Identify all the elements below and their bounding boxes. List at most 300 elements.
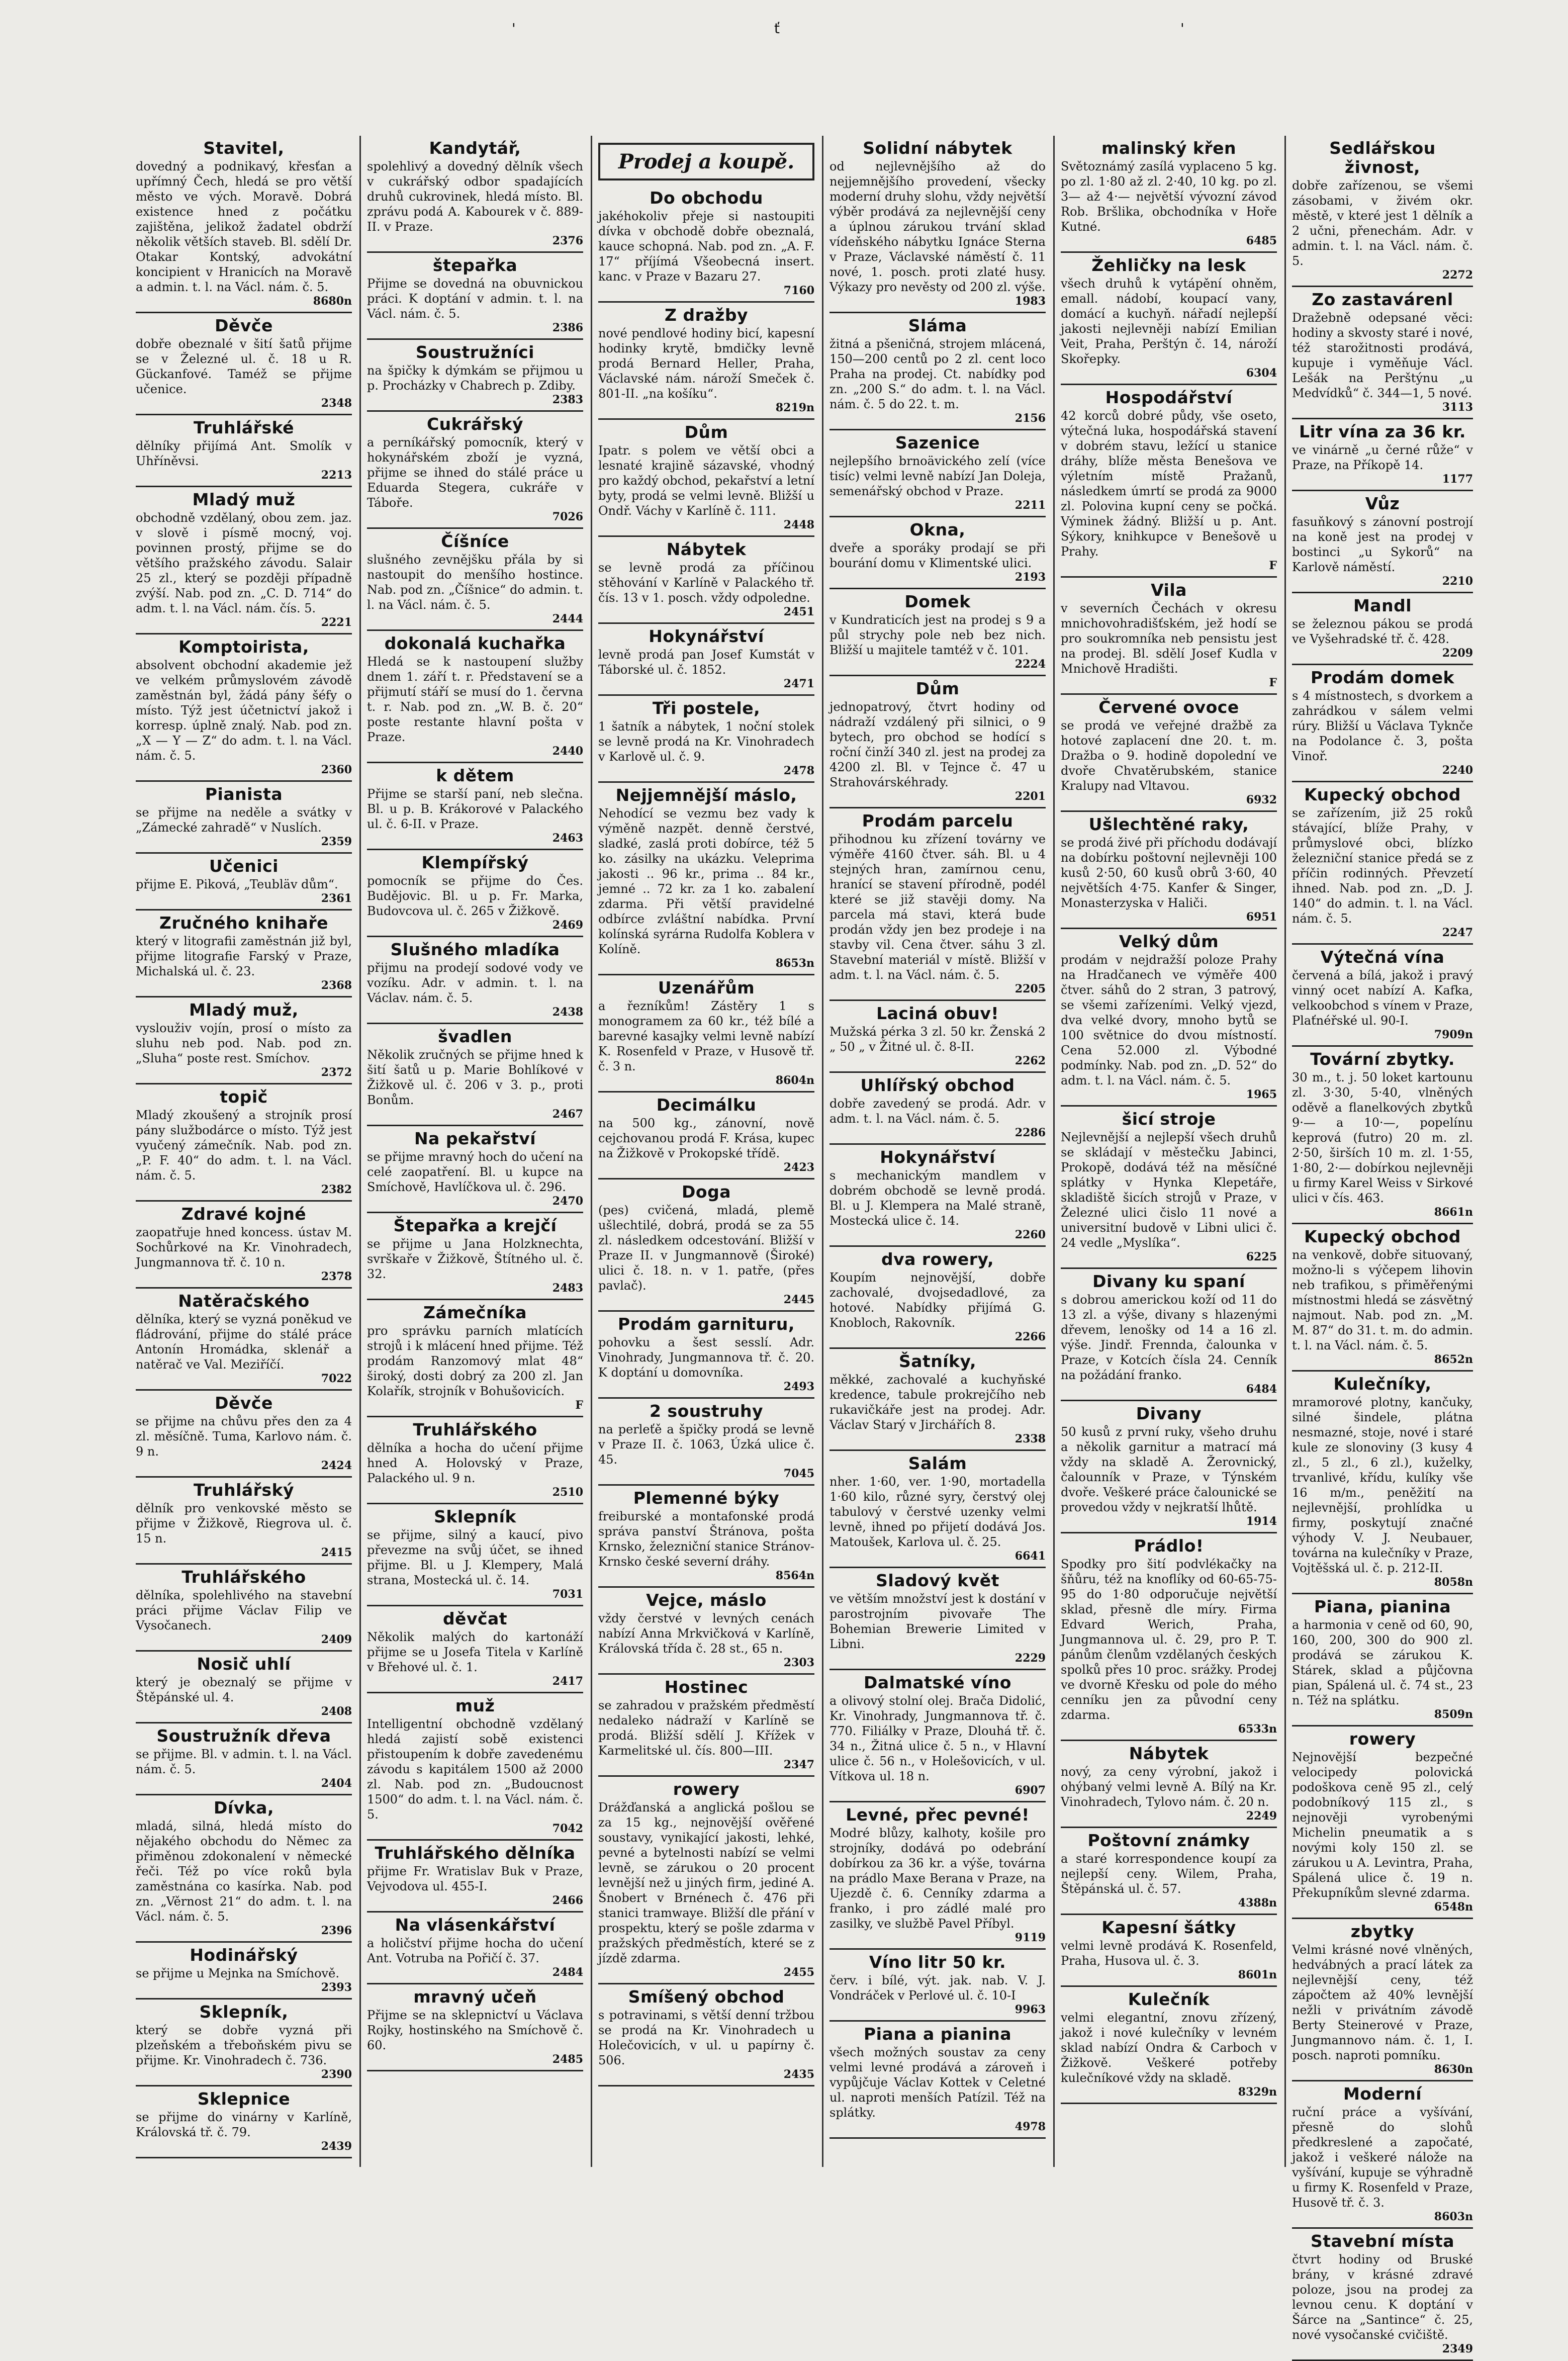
ad-code: 8604n [775, 1074, 814, 1087]
ad-code: 8219n [775, 401, 814, 414]
classified-ad [598, 1588, 814, 1675]
ad-code: 2260 [1014, 1228, 1046, 1241]
ad-body: nový, za ceny výrobní, jakož i ohýbaný velmi levně A. Bílý na Kr. Vinohradech, Tylovo nám. č. 20 n. [1061, 1765, 1277, 1809]
classified-ad [1292, 945, 1473, 1047]
ad-code: 7022 [321, 1372, 352, 1385]
ad-body: přijme E. Piková, „Teubläv dům“. [136, 877, 338, 891]
ad-code: 2439 [321, 2140, 352, 2153]
ad-body: 1 šatník a nábytek, 1 noční stolek se levně prodá na Kr. Vinohradech v Karlově ul. č. 9. [598, 719, 814, 764]
ad-code: 2382 [321, 1183, 352, 1196]
ad-body: a staré korrespondence koupí za nejlepší ceny. Wilem, Praha, Štěpánská ul. č. 57. [1061, 1852, 1277, 1896]
classified-ad [829, 1001, 1046, 1073]
classified-ad [136, 1289, 352, 1391]
ad-body: všech možných soustav za ceny velmi levné prodává a zároveň i vypůjčuje Václav Kottek v Celetné ul. naproti menších Patízil. Též na splátky. [829, 2045, 1046, 2120]
ad-body: Koupím nejnovější, dobře zachovalé, dvojsedadlové, za hotové. Nabídky přijímá G. Knobloch, Rakovník. [829, 1270, 1046, 1330]
ad-body: čtvrt hodiny od Bruské brány, v krásné zdravé poloze, jsou na prodej za levnou cenu. K doptání v Šárce na „Santince“ č. 25, nové vysočanské cvičiště. [1292, 2252, 1473, 2342]
ad-headline: Hostinec [664, 1677, 749, 1697]
classified-ad [1292, 1047, 1473, 1224]
classified-ad [598, 1179, 814, 1312]
ad-body: který je obeznalý se přijme v Štěpánské ul. 4. [136, 1675, 352, 1704]
ad-body: jakéhokoliv přeje si nastoupiti dívka v obchodě dobře obeznalá, kauce schopná. Nab. pod zn. „A. F. 17“ příjímá Všeobecná insert. kanc. v Praze v Bazaru 27. [598, 209, 814, 284]
classified-ad [1292, 1372, 1473, 1594]
ad-body: se levně prodá za příčinou stěhování v Karlíně v Palackého tř. čís. 13 v 1. posch. vždy odpoledne. [598, 561, 814, 605]
ad-code: 2485 [552, 2053, 583, 2066]
ad-code: 2404 [321, 1777, 352, 1790]
ad-headline: Sláma [908, 316, 967, 335]
ad-body: 42 korců dobré půdy, vše oseto, výtečná luka, hospodářská stavení v dobrém stavu, ležící u stanice dráhy, blíže města Benešova ve výletním místě Pražanů, následkem úmrtí se prodá za 9000 zl. Polovina kupní ceny se počká. Výminek žádný. Bližší u p. Ant. Sýkory, knihkupce v Benešově u Prahy. [1061, 409, 1277, 559]
ad-code: 2424 [321, 1459, 352, 1472]
ad-body: dobře obeznalé v šití šatů přijme se v Železné ul. č. 18 u R. Gückanfové. Taméž se přijme učenice. [136, 337, 352, 396]
ad-headline: Výtečná vína [1320, 947, 1445, 967]
classified-ad [367, 253, 583, 340]
ad-body: jednopatrový, čtvrt hodiny od nádraží vzdálený při silnici, o 9 bytech, pro obchod se hodící s roční činží 340 zl. jest na prodej za 4200 zl. Bl. v Tejnce č. 47 u Strahovárskéhrady. [829, 700, 1046, 789]
classified-ad [1061, 1987, 1277, 2104]
classified-ad [367, 1841, 583, 1913]
ad-body: se přijme na neděle a svátky v „Zámecké zahradě“ v Nuslích. [136, 805, 352, 835]
classified-ad [136, 1943, 352, 2000]
ad-headline: k dětem [436, 766, 514, 785]
classified-ad [1292, 2229, 1473, 2361]
classified-ad [829, 1451, 1046, 1568]
ad-code: 2483 [552, 1282, 583, 1295]
ad-code: 2229 [1014, 1652, 1046, 1665]
ad-body: pro správku parních mlatících strojů i k mlácení hned přijme. Též prodám Ranzomový mlat 48“ široký, dosti dobrý za 200 zl. Jan Kolařík, strojník v Bohušovicích. [367, 1324, 583, 1398]
ad-headline: Klempířský [421, 853, 529, 872]
ad-headline: Ušlechtěné raky, [1088, 814, 1249, 834]
ad-headline: Nábytek [666, 539, 747, 559]
ad-body: se zařízením, již 25 roků stávající, blíže Prahy, v průmyslové obci, blízko železniční stanice předá se z příčin rodinných. Převzetí ihned. Nab. pod zn. „D. J. 140“ do admin. t. l. na Václ. nám. č. 5. [1292, 806, 1473, 926]
ad-body: s 4 místnostech, s dvorkem a zahrádkou v sálem velmi rúry. Bližší u Václava Tyknče na Podolance č. 3, pošta Vinoř. [1292, 689, 1473, 763]
ad-body: a řezníkům! Zástěry 1 s monogramem za 60 kr., též bílé a barevné kasajky velmi levně nabízí K. Rosenfeld v Praze, v Husově tř. č. 3 n. [598, 999, 814, 1073]
ad-body: pohovku a šest sesslí. Adr. Vinohrady, Jungmannova tř. č. 20. K doptání u domovníka. [598, 1335, 814, 1380]
ad-code: 2393 [321, 1981, 352, 1994]
ad-code: 9963 [1014, 2003, 1046, 2016]
column-4 [829, 136, 1046, 2172]
classified-ad [829, 808, 1046, 1001]
ad-body: Mladý zkoušený a strojník prosí pány službodárce o místo. Týž jest vyučený zámečník. Nab. pod zn. „P. F. 40“ do adm. t. l. na Václ. nám. č. 5. [136, 1108, 352, 1183]
classified-ad [829, 1950, 1046, 2022]
ad-headline: Dívka, [214, 1798, 274, 1818]
ad-headline: Divany ku spaní [1092, 1272, 1245, 1291]
ad-headline: Zdravé kojné [181, 1204, 307, 1224]
ad-body: a perníkářský pomocník, který v hokynářském zboží je vyzná, přijme se ihned do stálé práce u Eduarda Stegera, cukráře v Táboře. [367, 435, 583, 510]
ad-body: Ipatr. s polem ve větší obci a lesnaté krajině sázavské, vhodný pro každý obchod, pekařství a letní byty, prodá se velmi levně. Bližší u Ondř. Váchy v Karlíně č. 111. [598, 443, 814, 518]
classified-ad [829, 517, 1046, 589]
ad-code: 2249 [1246, 1809, 1277, 1823]
ad-headline: Sklepnice [197, 2089, 291, 2109]
classified-ad [598, 1312, 814, 1399]
classified-ad [136, 1795, 352, 1943]
ad-code: 2390 [321, 2068, 352, 2081]
ad-code: 2466 [552, 1894, 583, 1907]
ad-body: dělník pro venkovské město se přijme v Žižkově, Riegrova ul. č. 15 n. [136, 1501, 352, 1546]
column-6 [1292, 136, 1473, 2355]
ad-body: Přijme se starší paní, neb slečna. Bl. u p. B. Krákorové v Palackého ul. č. 6-II. v Praze. [367, 787, 583, 831]
ad-body: Intelligentní obchodně vzdělaný hledá zajistí sobě existenci přistoupením k dobře zavedenému závodu s kapitálem 1500 až 2000 zl. Nab. pod zn. „Budoucnost 1500“ do adm. t. l. na Václ. nám. č. 5. [367, 1717, 583, 1822]
classified-ad [1292, 1919, 1473, 2081]
ad-code: 2221 [321, 616, 352, 629]
ad-code: 8509n [1434, 1708, 1473, 1721]
classified-ad [1061, 1269, 1277, 1401]
ad-headline: Okna, [909, 520, 966, 539]
ad-code: 8680n [313, 295, 352, 308]
ad-headline: rowery [1349, 1729, 1416, 1749]
ad-body: Drážďanská a anglická pošlou se za 15 kg., nejnovější ověřené soustavy, vynikající jakosti, lehké, pevné a bytelnosti nabízí se velmi levně, se zárukou o 20 procent levnější než u jiných firm, jediné A. Šnobert v Brnénech č. 476 při stanici tramwaye. Bližší dle přání v prospektu, který se pošle zdarma v pražských předměstích, které se z jízdě zdarma. [598, 1800, 814, 1965]
ad-code: F [575, 1399, 583, 1412]
classified-ad [598, 1399, 814, 1486]
classified-ad [829, 313, 1046, 430]
ad-code: 6548n [1434, 1900, 1473, 1914]
ad-code: 2193 [1014, 571, 1046, 584]
ad-headline: Zámečníka [423, 1303, 527, 1322]
ad-body: Světoznámý zasílá vyplaceno 5 kg. po zl. 1·80 až zl. 2·40, 10 kg. po zl. 3— až 4·— největší vývozní závod Rob. Bršlika, obchodníka v Hoře Kutné. [1061, 159, 1277, 234]
ad-code: 2240 [1442, 764, 1473, 777]
ad-code: 6951 [1246, 911, 1277, 924]
column-rule-1 [359, 136, 361, 2167]
ad-code: 6932 [1246, 793, 1277, 806]
ad-body: ruční práce a vyšívání, přesně do slohů předkreslené a započaté, jakož i veškeré nálože na vyšívání, kupuje se výhradně u firmy K. Rosenfeld v Praze, Husově tř. č. 3. [1292, 2105, 1473, 2210]
ad-headline: Prodám parcelu [862, 811, 1013, 831]
ad-code: 2445 [783, 1293, 814, 1306]
ad-headline: Mandl [1353, 596, 1412, 615]
classified-ad [367, 1606, 583, 1693]
ad-headline: Truhlářského [181, 1567, 306, 1587]
ad-body: na špičky k dýmkám se přijmou u p. Procházky v Chabrech p. Zdiby. [367, 364, 583, 393]
classified-ad [1292, 491, 1473, 593]
classified-ad [136, 1202, 352, 1289]
section-heading: Prodej a koupě. [598, 143, 814, 180]
ad-code: 2440 [552, 745, 583, 758]
ad-code: 2349 [1442, 2342, 1473, 2355]
ad-code: 2423 [783, 1161, 814, 1174]
classified-ad [829, 589, 1046, 676]
ad-code: 3113 [1442, 401, 1473, 414]
classified-ad [367, 850, 583, 937]
ad-body: vždy čerstvé v levných cenách nabízí Anna Mrkvičková v Karlíně, Královská třída č. 28 st., 65 n. [598, 1611, 814, 1656]
ad-body: přijmu na prodejí sodové vody ve vozíku. Adr. v admin. t. l. na Václav. nám. č. 5. [367, 961, 583, 1005]
ad-body: prodám v nejdražší poloze Prahy na Hradčanech ve výměře 400 čtver. sáhů do 2 stran, 3 patrový, se všemi zařízeními. Velký vjezd, dva velké dvory, mnoho bytů se 100 světnice do dvou místností. Cena 52.000 zl. Výbodné podmínky. Nab. pod zn. „D. 52“ do adm. t. l. na Václ. nám. č. 5. [1061, 953, 1277, 1087]
ad-headline: Nejjemnější máslo, [615, 785, 797, 805]
classified-ad [829, 1073, 1046, 1145]
ad-code: 8058n [1434, 1576, 1473, 1589]
ad-headline: Uhlířský obchod [860, 1075, 1015, 1095]
ad-headline: Děvče [215, 316, 273, 335]
ad-code: 6225 [1246, 1250, 1277, 1263]
ad-code: 8630n [1434, 2063, 1473, 2076]
ad-body: se přijme do vinárny v Karlíně, Královská tř. č. 79. [136, 2110, 352, 2139]
classified-ad [1292, 1594, 1473, 1727]
ad-headline: Komptoirista, [178, 637, 309, 657]
ad-body: zaopatřuje hned koncess. ústav M. Sochůrkové na Kr. Vinohradech, Jungmannova tř. č. 10 n. [136, 1225, 352, 1269]
ad-code: 2415 [321, 1546, 352, 1559]
ad-headline: Prodám garnituru, [618, 1314, 795, 1334]
ad-body: se přijme na chůvu přes den za 4 zl. měsíčně. Tuma, Karlovo nám. č. 9 n. [136, 1414, 352, 1459]
ad-headline: Velký dům [1119, 932, 1219, 951]
ad-headline: Zo zastavárenl [1312, 290, 1453, 309]
ad-body: přihodnou ku zřízení továrny ve výměře 4160 čtver. sáh. Bl. u 4 stejných hran, zamírnou cenu, hranící se stavení přírodně, podél které se již stavěji domy. Na parcela má stavi, která bude prodán vždy jen bez prodeje i na stavby vil. Cena čtver. sáhu 3 zl. Stavební materiál v místě. Bližší v adm. t. l. na Václ. nám. č. 5. [829, 832, 1046, 982]
classified-ad [829, 2022, 1046, 2139]
classified-ad [1292, 136, 1473, 287]
top-mark-right: ' [1180, 20, 1184, 37]
ad-code: 2451 [783, 605, 814, 618]
ad-code: 6641 [1014, 1550, 1046, 1563]
classified-ad [1292, 1224, 1473, 1372]
ad-code: 2266 [1014, 1330, 1046, 1343]
ad-body: červená a bílá, jakož i pravý vinný ocet nabízí A. Kafka, velkoobchod s vínem v Praze, Plaťnéřské ul. 90-I. [1292, 968, 1473, 1028]
classified-ad [1061, 812, 1277, 929]
ad-headline: Nosič uhlí [197, 1654, 291, 1674]
ad-body: nejlepšího brnoävického zelí (více tisíc) velmi levně nabízí Jan Doleja, semenářský obchod v Praze. [829, 454, 1046, 498]
ad-headline: Kupecký obchod [1304, 1227, 1461, 1246]
ad-body: Nejlevnější a nejlepší všech druhů se skládají v městečku Jabinci, Prokopě, dodává též na měsíčné splátky v Hynka Klepetáře, skladiště šicích strojů v Praze, v Železné ulici čislo 11 nové a universitní budově v Libni ulici č. 24 vedle „Myslíka“. [1061, 1130, 1277, 1250]
ad-code: 2209 [1442, 647, 1473, 660]
ad-body: se přijme u Mejnka na Smíchově. [136, 1966, 339, 1980]
ad-headline: Sedlářskou živnost, [1329, 138, 1436, 177]
ad-headline: Piana a pianina [863, 2024, 1012, 2044]
ad-code: 2156 [1014, 412, 1046, 425]
classified-ad [1061, 136, 1277, 253]
ad-code: 8661n [1434, 1206, 1473, 1219]
ad-headline: Sklepník, [199, 2002, 289, 2022]
ad-headline: Z dražby [665, 305, 748, 325]
ad-code: 2463 [552, 832, 583, 845]
ad-body: spolehlivý a dovedný dělník všech v cukrářský odbor spadajících druhů cukrovinek, hledá místo. Bl. zprávu podá A. Kabourek v č. 889-II. v Praze. [367, 159, 583, 234]
classified-ad [598, 1675, 814, 1777]
ad-body: všech druhů k vytápění ohněm, emall. nádobí, koupací vany, domácí a kuchyň. nářadí nejlepší jakosti nejlevněji nabízí Emilian Veit, Praha, Perštýn č. 14, nároží Skořepky. [1061, 277, 1277, 366]
ad-body: se přijme, silný a kaucí, pivo převezme na svůj účet, se ihned přijme. Bl. u J. Klempery, Malá strana, Mostecká ul. č. 14. [367, 1528, 583, 1587]
classified-ad [1061, 1741, 1277, 1828]
classified-ad [136, 2000, 352, 2086]
ad-code: 2272 [1442, 268, 1473, 282]
column-1 [136, 136, 352, 2172]
ad-headline: Vila [1151, 580, 1187, 600]
ad-headline: Červené ovoce [1098, 697, 1239, 717]
ad-body: Nejnovější bezpečné velocipedy polovická podoškova ceně 95 zl., celý podobníkový 115 zl., s nejnověji vyrobenými Michelin pneumatik a s novými koly 150 zl. se zárukou u A. Levintra, Praha, Spálená ulice č. 19 n. Překupníkům slevné zdarma. [1292, 1750, 1473, 1900]
classified-ad [1292, 782, 1473, 945]
classified-ad [1061, 1915, 1277, 1987]
ad-headline: Na vlásenkářství [395, 1915, 556, 1935]
ad-headline: Salám [908, 1454, 967, 1473]
ad-body: s potravinami, s větší denní tržbou se prodá na Kr. Vinohradech u Holečovicích, v ul. u papírny č. 506. [598, 2008, 814, 2067]
classified-ad [598, 1984, 814, 2086]
ad-code: 2210 [1442, 575, 1473, 588]
classified-ad [367, 529, 583, 631]
ad-body: se prodá ve veřejné dražbě za hotové zaplacení dne 20. t. m. Dražba o 9. hodině dopolední ve dvoře Chvatěrubském, stanice Kralupy nad Vltavou. [1061, 718, 1277, 793]
ad-code: 2368 [321, 979, 352, 992]
ad-headline: Kulečník [1128, 1989, 1210, 2009]
ad-body: Nehodící se vezmu bez vady k výměně nazpět. denně čerstvé, sladké, zaslá proti dobírce, též 5 ko. zásilky na ukázku. Veleprima jakosti .. 96 kr., prima .. 84 kr., jemné .. 72 kr. za 1 ko. zabalení zdarma. Při větší pravidelné odbírce zvláštní nabídka. První kolínská syrárna Rudolfa Koblera v Kolíně. [598, 806, 814, 956]
ad-headline: zbytky [1350, 1922, 1415, 1941]
ad-body: který se dobře vyzná při plzeňském a třeboňském pivu se přijme. Kr. Vinohradech č. 736. [136, 2023, 352, 2067]
column-5 [1061, 136, 1277, 2172]
ad-body: dělníky přijímá Ant. Smolík v Uhříněvsi. [136, 439, 352, 468]
ad-code: 2211 [1014, 499, 1046, 512]
ad-code: 2378 [321, 1270, 352, 1283]
classified-ad [598, 303, 814, 420]
ad-body: v severních Čechách v okresu mnichovohradišťském, jež hodí se pro soukromníka neb pensistu jest na prodej. Bl. sdělí Josef Kudla v Mnichově Hradišti. [1061, 601, 1277, 676]
ad-headline: Piana, pianina [1314, 1597, 1451, 1616]
ad-headline: Soustružníci [415, 342, 534, 362]
ad-code: 2247 [1442, 926, 1473, 939]
ad-body: se přijme u Jana Holzknechta, svrškaře v Žižkově, Štítného ul. č. 32. [367, 1237, 583, 1281]
ad-body: Mužská pérka 3 zl. 50 kr. Ženská 2 „ 50 „ v Žitné ul. č. 8-II. [829, 1025, 1046, 1054]
ad-code: 6304 [1246, 367, 1277, 380]
ad-code: F [1269, 676, 1277, 689]
ad-body: Několik zručných se přijme hned k šití šatů u p. Marie Bohlíkové v Žižkově ul. č. 206 v 3. p., proti Bonům. [367, 1048, 583, 1107]
ad-code: 2396 [321, 1924, 352, 1937]
ad-headline: Hokynářství [880, 1147, 995, 1167]
ad-headline: švadlen [438, 1027, 512, 1046]
ad-code: 6484 [1246, 1383, 1277, 1396]
ad-headline: Děvče [215, 1393, 273, 1413]
classified-ad [1061, 1107, 1277, 1269]
classified-ad [1061, 578, 1277, 695]
column-3 [598, 136, 814, 2172]
ad-headline: Laciná obuv! [876, 1004, 999, 1023]
ad-body: měkké, zachovalé a kuchyňské kredence, tabule prokrejčího neb rukavičkáře jest na prodej. Adr. Václav Starý v Jirchářích 8. [829, 1373, 1046, 1432]
ad-code: 2359 [321, 835, 352, 848]
classified-ad [1292, 287, 1473, 419]
ad-headline: Tovární zbytky. [1310, 1049, 1455, 1069]
ad-body: Přijme se na sklepnictví u Václava Rojky, hostinského na Smíchově č. 60. [367, 2008, 583, 2052]
ad-code: 8329n [1238, 2085, 1277, 2099]
ad-headline: Moderní [1343, 2084, 1422, 2104]
classified-ad [1061, 929, 1277, 1107]
column-rule-5 [1284, 136, 1286, 2167]
classified-ad [136, 1084, 352, 1202]
ad-body: Dražebně odepsané věci: hodiny a skvosty staré i nové, též starožitnosti prodává, kupuje i vyměňuje Václ. Lešák na Perštýnu „u Medvídků“ č. 344—1, 5 nové. [1292, 311, 1473, 400]
classified-ad [367, 631, 583, 763]
ad-body: ve větším množství jest k dostání v parostrojním pivovaře The Bohemian Brewerie Limited v Libni. [829, 1592, 1046, 1651]
classified-ad [829, 676, 1046, 808]
classified-ad [136, 487, 352, 634]
classified-ad [136, 2086, 352, 2158]
ad-headline: Štepařka a krejčí [393, 1216, 557, 1235]
classified-ad [136, 1478, 352, 1565]
ad-body: Přijme se dovedná na obuvnickou práci. K doptání v admin. t. l. na Václ. nám. č. 5. [367, 277, 583, 321]
classified-ad [598, 975, 814, 1093]
ad-body: Hledá se k nastoupení služby dnem 1. září t. r. Představení se a přijmutí stáří se musí do 1. června t. r. Nab. pod zn. „W. B. č. 20“ poste restante hlavní pošta v Praze. [367, 655, 583, 744]
ad-headline: Truhlářské [193, 418, 295, 437]
ad-headline: Hodinářský [190, 1945, 298, 1965]
ad-headline: Dům [915, 679, 960, 698]
ad-code: 2471 [783, 677, 814, 690]
ad-body: dveře a sporáky prodají se při bourání domu v Klimentské ulici. [829, 541, 1046, 570]
ad-code: 2455 [783, 1966, 814, 1979]
ad-body: na venkově, dobře situovaný, možno-li s výčepem lihovin neb trafikou, s přiměřenými místnostmi hledá se zásvětný najmout. Nab. pod zn. „M. M. 87“ do 31. t. m. do admin. t. l. na Václ. nám. č. 5. [1292, 1248, 1473, 1352]
ad-body: obchodně vzdělaný, obou zem. jaz. v slově i písmě mocný, voj. povinnen prostý, přijme se do většího pražského závodu. Salair 25 zl., který se později případně zvýší. Nab. pod zn. „C. D. 714“ do adm. t. l. na Václ. nám. čís. 5. [136, 511, 352, 615]
classified-ad [367, 1213, 583, 1300]
classified-ad [598, 624, 814, 696]
ad-code: 8653n [775, 957, 814, 970]
ad-headline: dva rowery, [881, 1249, 994, 1269]
ad-headline: Tři postele, [652, 698, 761, 718]
classified-ad [367, 1693, 583, 1841]
ad-code: 2224 [1014, 658, 1046, 671]
ad-code: 6485 [1246, 234, 1277, 247]
ad-code: 2417 [552, 1675, 583, 1688]
ad-headline: malinský křen [1101, 138, 1236, 158]
ad-code: 2409 [321, 1633, 352, 1646]
ad-code: 8652n [1434, 1353, 1473, 1366]
ad-code: 2361 [321, 892, 352, 905]
ad-body: velmi elegantní, znovu zřízený, jakož i nové kulečníky v levném sklad nabízí Ondra & Carboch v Žižkově. Veškeré potřeby kulečníkové vždy na skladě. [1061, 2011, 1277, 2085]
classified-ad [367, 1024, 583, 1126]
ad-headline: Plemenné býky [633, 1488, 780, 1508]
ad-code: 7042 [552, 1822, 583, 1835]
ad-headline: Hospodářství [1105, 388, 1233, 407]
ad-code: F [1269, 559, 1277, 572]
classified-ad [598, 186, 814, 303]
classified-ad [829, 1802, 1046, 1950]
ad-code: 2262 [1014, 1054, 1046, 1067]
ad-headline: Sklepník [434, 1507, 516, 1526]
classified-ad [136, 136, 352, 313]
ad-code: 2444 [552, 612, 583, 625]
classified-ad [598, 537, 814, 624]
ad-headline: Na pekařství [414, 1129, 536, 1148]
classified-ad [136, 997, 352, 1084]
ad-headline: Prodám domek [1311, 668, 1454, 687]
ad-headline: 2 soustruhy [650, 1401, 763, 1421]
classified-ad [829, 136, 1046, 313]
ad-code: 2286 [1014, 1126, 1046, 1139]
ad-headline: Smíšený obchod [628, 1987, 785, 2007]
ad-body: dovedný a podnikavý, křesťan a upřímný Čech, hledá se pro větší město ve vých. Moravě. Dobrá existence hned z počátku zajištěna, jelikož žadatel obdrží několik větších staveb. Bl. sdělí Dr. Otakar Kontský, advokátní koncipient v Hranicích na Moravě a admin. t. l. na Václ. nám. č. 5. [136, 159, 352, 294]
ad-headline: Nábytek [1129, 1744, 1209, 1763]
ad-code: 2478 [783, 764, 814, 777]
ad-headline: Solidní nábytek [863, 138, 1012, 158]
ad-body: dobře zavedený se prodá. Adr. v adm. t. l. na Václ. nám. č. 5. [829, 1097, 1046, 1126]
ad-body: dobře zařízenou, se všemi zásobami, v živém okr. městě, v které jest 1 dělník a 2 učni, přenechám. Adr. v admin. t. l. na Václ. nám. č. 5. [1292, 178, 1473, 268]
ad-headline: Kupecký obchod [1304, 785, 1461, 804]
ad-body: Několik malých do kartonáží přijme se u Josefa Titela v Karlíně v Břehové ul. č. 1. [367, 1630, 583, 1674]
ad-code: 7031 [552, 1588, 583, 1601]
classified-ad [829, 1247, 1046, 1349]
ad-code: 2347 [783, 1758, 814, 1771]
ad-headline: děvčat [442, 1609, 508, 1628]
classified-ad [367, 1300, 583, 1417]
classified-ad [1292, 419, 1473, 491]
classified-ad [136, 634, 352, 782]
ad-body: s mechanickým mandlem v dobrém obchodě se levně prodá. Bl. u J. Klempera na Malé straně, Mostecká ulice č. 14. [829, 1168, 1046, 1228]
classified-ad [598, 1093, 814, 1179]
top-mark-center: ť [774, 20, 780, 37]
classified-ad [1061, 1401, 1277, 1533]
ad-body: dělníka, který se vyzná poněkud ve fládrování, přijme do stálé práce Antonín Hromádka, sklenář a natěrač ve Val. Meziříčí. [136, 1312, 352, 1372]
ad-headline: Natěračského [178, 1291, 310, 1311]
ad-headline: Dům [684, 422, 728, 442]
ad-body: a olivový stolní olej. Brača Didolić, Kr. Vinohrady, Jungmannova tř. č. 770. Filiálky v Praze, Dlouhá tř. č. 34 n., Žitná ulice č. 5 n., v Hlavní ulice č. 56 n., v Holešovicích, v ul. Vítkova ul. 18 n. [829, 1694, 1046, 1783]
ad-headline: Kulečníky, [1333, 1374, 1432, 1394]
ad-headline: Litr vína za 36 kr. [1299, 422, 1466, 441]
ad-code: 6907 [1014, 1784, 1046, 1797]
ad-headline: topič [220, 1087, 268, 1107]
ad-body: mramorové plotny, kančuky, silné šindele, plátna nesmazné, stoje, nové i staré kule ze slonoviny (3 kusy 4 zl., 5 zl., 6 zl.), kuželky, trvanlivé, křídu, kulíky vše 16 m/m., peněžití na nejlevnější, prohlídka u firmy, poskytují značné výhody V. J. Neubauer, továrna na kulečníky v Praze, Vojtěšská ul. č. p. 212-II. [1292, 1395, 1473, 1575]
ad-headline: Zručného knihaře [159, 913, 328, 933]
ad-headline: Uzenářům [658, 978, 755, 997]
ad-code: 2470 [552, 1195, 583, 1208]
ad-code: 2348 [321, 397, 352, 410]
ad-code: 2338 [1014, 1432, 1046, 1445]
ad-headline: Kapesní šátky [1101, 1918, 1236, 1937]
classified-ad [1061, 1828, 1277, 1915]
ad-body: velmi levně prodává K. Rosenfeld, Praha, Husova ul. č. 3. [1061, 1939, 1277, 1968]
ad-headline: Žehličky na lesk [1091, 255, 1246, 275]
ad-code: 2303 [783, 1656, 814, 1669]
ad-headline: Decimálku [656, 1095, 757, 1115]
ad-headline: Cukrářský [426, 414, 524, 434]
